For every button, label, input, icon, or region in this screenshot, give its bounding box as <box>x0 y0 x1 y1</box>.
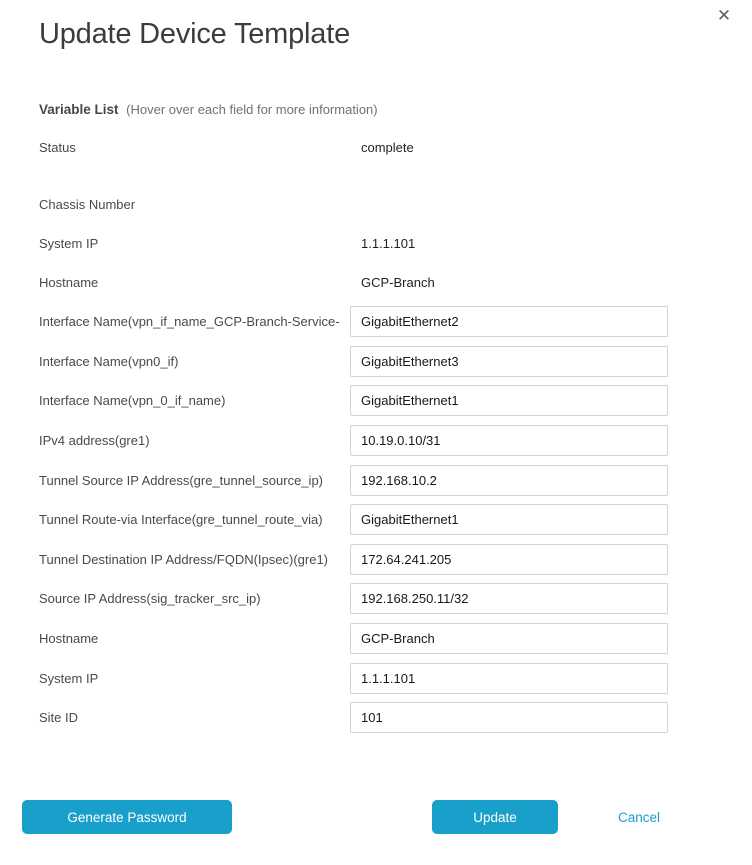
variable-list-label: Variable List <box>39 102 119 117</box>
field-label: Status <box>39 140 76 155</box>
tunnel-destination-ip-input[interactable] <box>350 544 668 575</box>
field-row-interface-name-service-vpn <box>0 302 752 342</box>
variable-list-hint: (Hover over each field for more information) <box>126 102 378 117</box>
tunnel-source-ip-input[interactable] <box>350 465 668 496</box>
field-row-chassis-number <box>0 185 752 224</box>
field-label: Interface Name(vpn0_if) <box>39 353 179 369</box>
field-row-tunnel-destination-ip <box>0 540 752 580</box>
source-ip-tracker-input[interactable] <box>350 583 668 614</box>
hostname-input[interactable] <box>350 623 668 654</box>
field-value: complete <box>361 140 414 155</box>
field-label: Interface Name(vpn_if_name_GCP-Branch-Service- <box>39 314 340 330</box>
field-row-hostname-input <box>0 619 752 659</box>
field-label: System IP <box>39 236 99 251</box>
field-row-tunnel-route-via <box>0 500 752 540</box>
field-label: Tunnel Route-via Interface(gre_tunnel_route_via) <box>39 512 323 528</box>
field-label: IPv4 address(gre1) <box>39 433 150 449</box>
field-label: System IP <box>39 670 99 686</box>
field-row-site-id <box>0 698 752 738</box>
field-label: Interface Name(vpn_0_if_name) <box>39 393 226 409</box>
tunnel-route-via-input[interactable] <box>350 504 668 535</box>
interface-name-vpn-0-if-name-input[interactable] <box>350 385 668 416</box>
generate-password-button[interactable]: Generate Password <box>22 800 232 834</box>
field-row-source-ip-tracker <box>0 579 752 619</box>
field-label: Hostname <box>39 631 99 647</box>
field-row-ipv4-address-gre1 <box>0 421 752 461</box>
field-value: 1.1.1.101 <box>361 236 416 251</box>
field-label: Source IP Address(sig_tracker_src_ip) <box>39 591 261 607</box>
variable-list-heading <box>39 102 378 117</box>
field-label: Hostname <box>39 275 99 290</box>
field-label: Tunnel Destination IP Address/FQDN(Ipsec)(gre1) <box>39 551 329 567</box>
field-row-system-ip-input <box>0 658 752 698</box>
variable-form <box>0 128 752 738</box>
field-label: Chassis Number <box>39 197 136 212</box>
field-label: Site ID <box>39 710 79 726</box>
field-row-interface-name-vpn-0-if-name <box>0 381 752 421</box>
field-row-tunnel-source-ip <box>0 460 752 500</box>
field-value: GCP-Branch <box>361 275 435 290</box>
ipv4-address-gre1-input[interactable] <box>350 425 668 456</box>
update-button[interactable]: Update <box>432 800 558 834</box>
page-title: Update Device Template <box>39 18 351 50</box>
interface-name-vpn0-if-input[interactable] <box>350 346 668 377</box>
close-icon[interactable]: ✕ <box>710 2 738 30</box>
cancel-link[interactable]: Cancel <box>617 809 661 825</box>
row-spacer <box>0 167 752 185</box>
field-label: Tunnel Source IP Address(gre_tunnel_source_ip) <box>39 472 324 488</box>
field-row-interface-name-vpn0-if <box>0 342 752 382</box>
field-row-system-ip <box>0 224 752 263</box>
field-row-hostname <box>0 263 752 302</box>
field-row-status <box>0 128 752 167</box>
site-id-input[interactable] <box>350 702 668 733</box>
interface-name-service-vpn-input[interactable] <box>350 306 668 337</box>
system-ip-input[interactable] <box>350 663 668 694</box>
